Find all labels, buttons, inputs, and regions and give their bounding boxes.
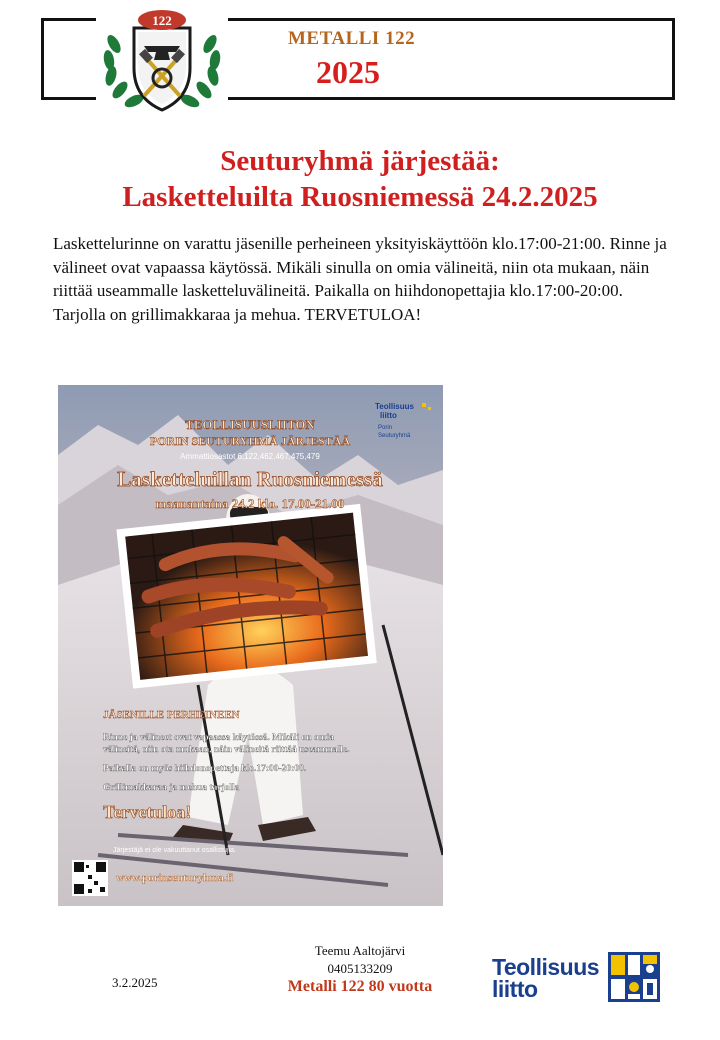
- poster-disclaimer: Järjestäjä ei ole vakuuttanut osallistujia.: [113, 847, 236, 854]
- poster-logo-mark: [422, 403, 426, 407]
- emblem-icon: [96, 6, 228, 118]
- poster-line-1: TEOLLISUUSLIITON: [185, 417, 315, 432]
- logo-word-2: liitto: [492, 976, 538, 1002]
- poster-text-3: Paikalla on myös hiihdonopettaja klo.17:00-20:00.: [103, 764, 307, 774]
- poster-url: www.porinseuturyhma.fi: [116, 872, 234, 884]
- poster-logo-sub-2: Seuturyhmä: [378, 433, 411, 439]
- poster-text-4: Grillimakkaraa ja mehua tarjolla: [103, 783, 240, 793]
- anniversary-tagline: Metalli 122 80 vuotta: [287, 978, 433, 995]
- poster-line-2: PORIN SEUTURYHMÄ JÄRJESTÄÄ: [149, 434, 351, 448]
- poster-image: [58, 385, 443, 906]
- poster-logo-sub-1: Porin: [378, 425, 393, 431]
- logo-word-1: Teollisuus: [492, 954, 600, 980]
- teollisuusliitto-logo: [492, 952, 662, 1006]
- header-year: 2025: [316, 54, 380, 90]
- emblem-number: 122: [152, 13, 172, 28]
- logo-mark-icon: [608, 952, 660, 1002]
- poster-headline: Lasketteluillan Ruosniemessä: [117, 467, 383, 491]
- event-description: Laskettelurinne on varattu jäsenille perheineen yksityiskäyttöön klo.17:00-21:00. Rinne ja välineet ovat vapaassa käytössä. Mikäli sinulla on omia välineitä, niin ota mukaan, näin riittää useammalle lasketteluvälineitä. Paikalla on hiihdonopettajia klo.17:00-20:00. Tarjolla on grillimakkaraa ja mehua. TERVETULOA!: [53, 234, 667, 324]
- poster-logo-mid: liitto: [380, 411, 397, 420]
- poster-logo-top: Teollisuus: [375, 402, 414, 411]
- contact-block: [262, 942, 458, 978]
- poster-welcome: Tervetuloa!: [103, 802, 192, 822]
- poster-members: JÄSENILLE PERHEINEEN: [103, 709, 240, 721]
- poster-text-2: välineitä, niin ota mukaan, näin välineitä riittää useammalle.: [103, 745, 350, 755]
- poster-date: maanantaina 24.2 klo. 17.00-21.00: [155, 496, 345, 511]
- event-poster: [58, 385, 443, 906]
- contact-name: Teemu Aaltojärvi: [314, 943, 406, 958]
- union-emblem: [96, 6, 228, 118]
- qr-code-icon: [72, 860, 108, 896]
- poster-line-3: Ammattiosastot 6,122,462,467,475,479: [180, 452, 320, 461]
- page-title-line-2: Lasketteluilta Ruosniemessä 24.2.2025: [122, 181, 598, 213]
- poster-text-1: Rinne ja välineet ovat vapaassa käytössä. Mikäli on omia: [103, 733, 334, 743]
- page-title-line-1: Seuturyhmä järjestää:: [220, 145, 500, 177]
- header-org-name: METALLI 122: [288, 28, 416, 49]
- contact-phone: 0405133209: [327, 961, 393, 976]
- document-date: 3.2.2025: [112, 975, 158, 990]
